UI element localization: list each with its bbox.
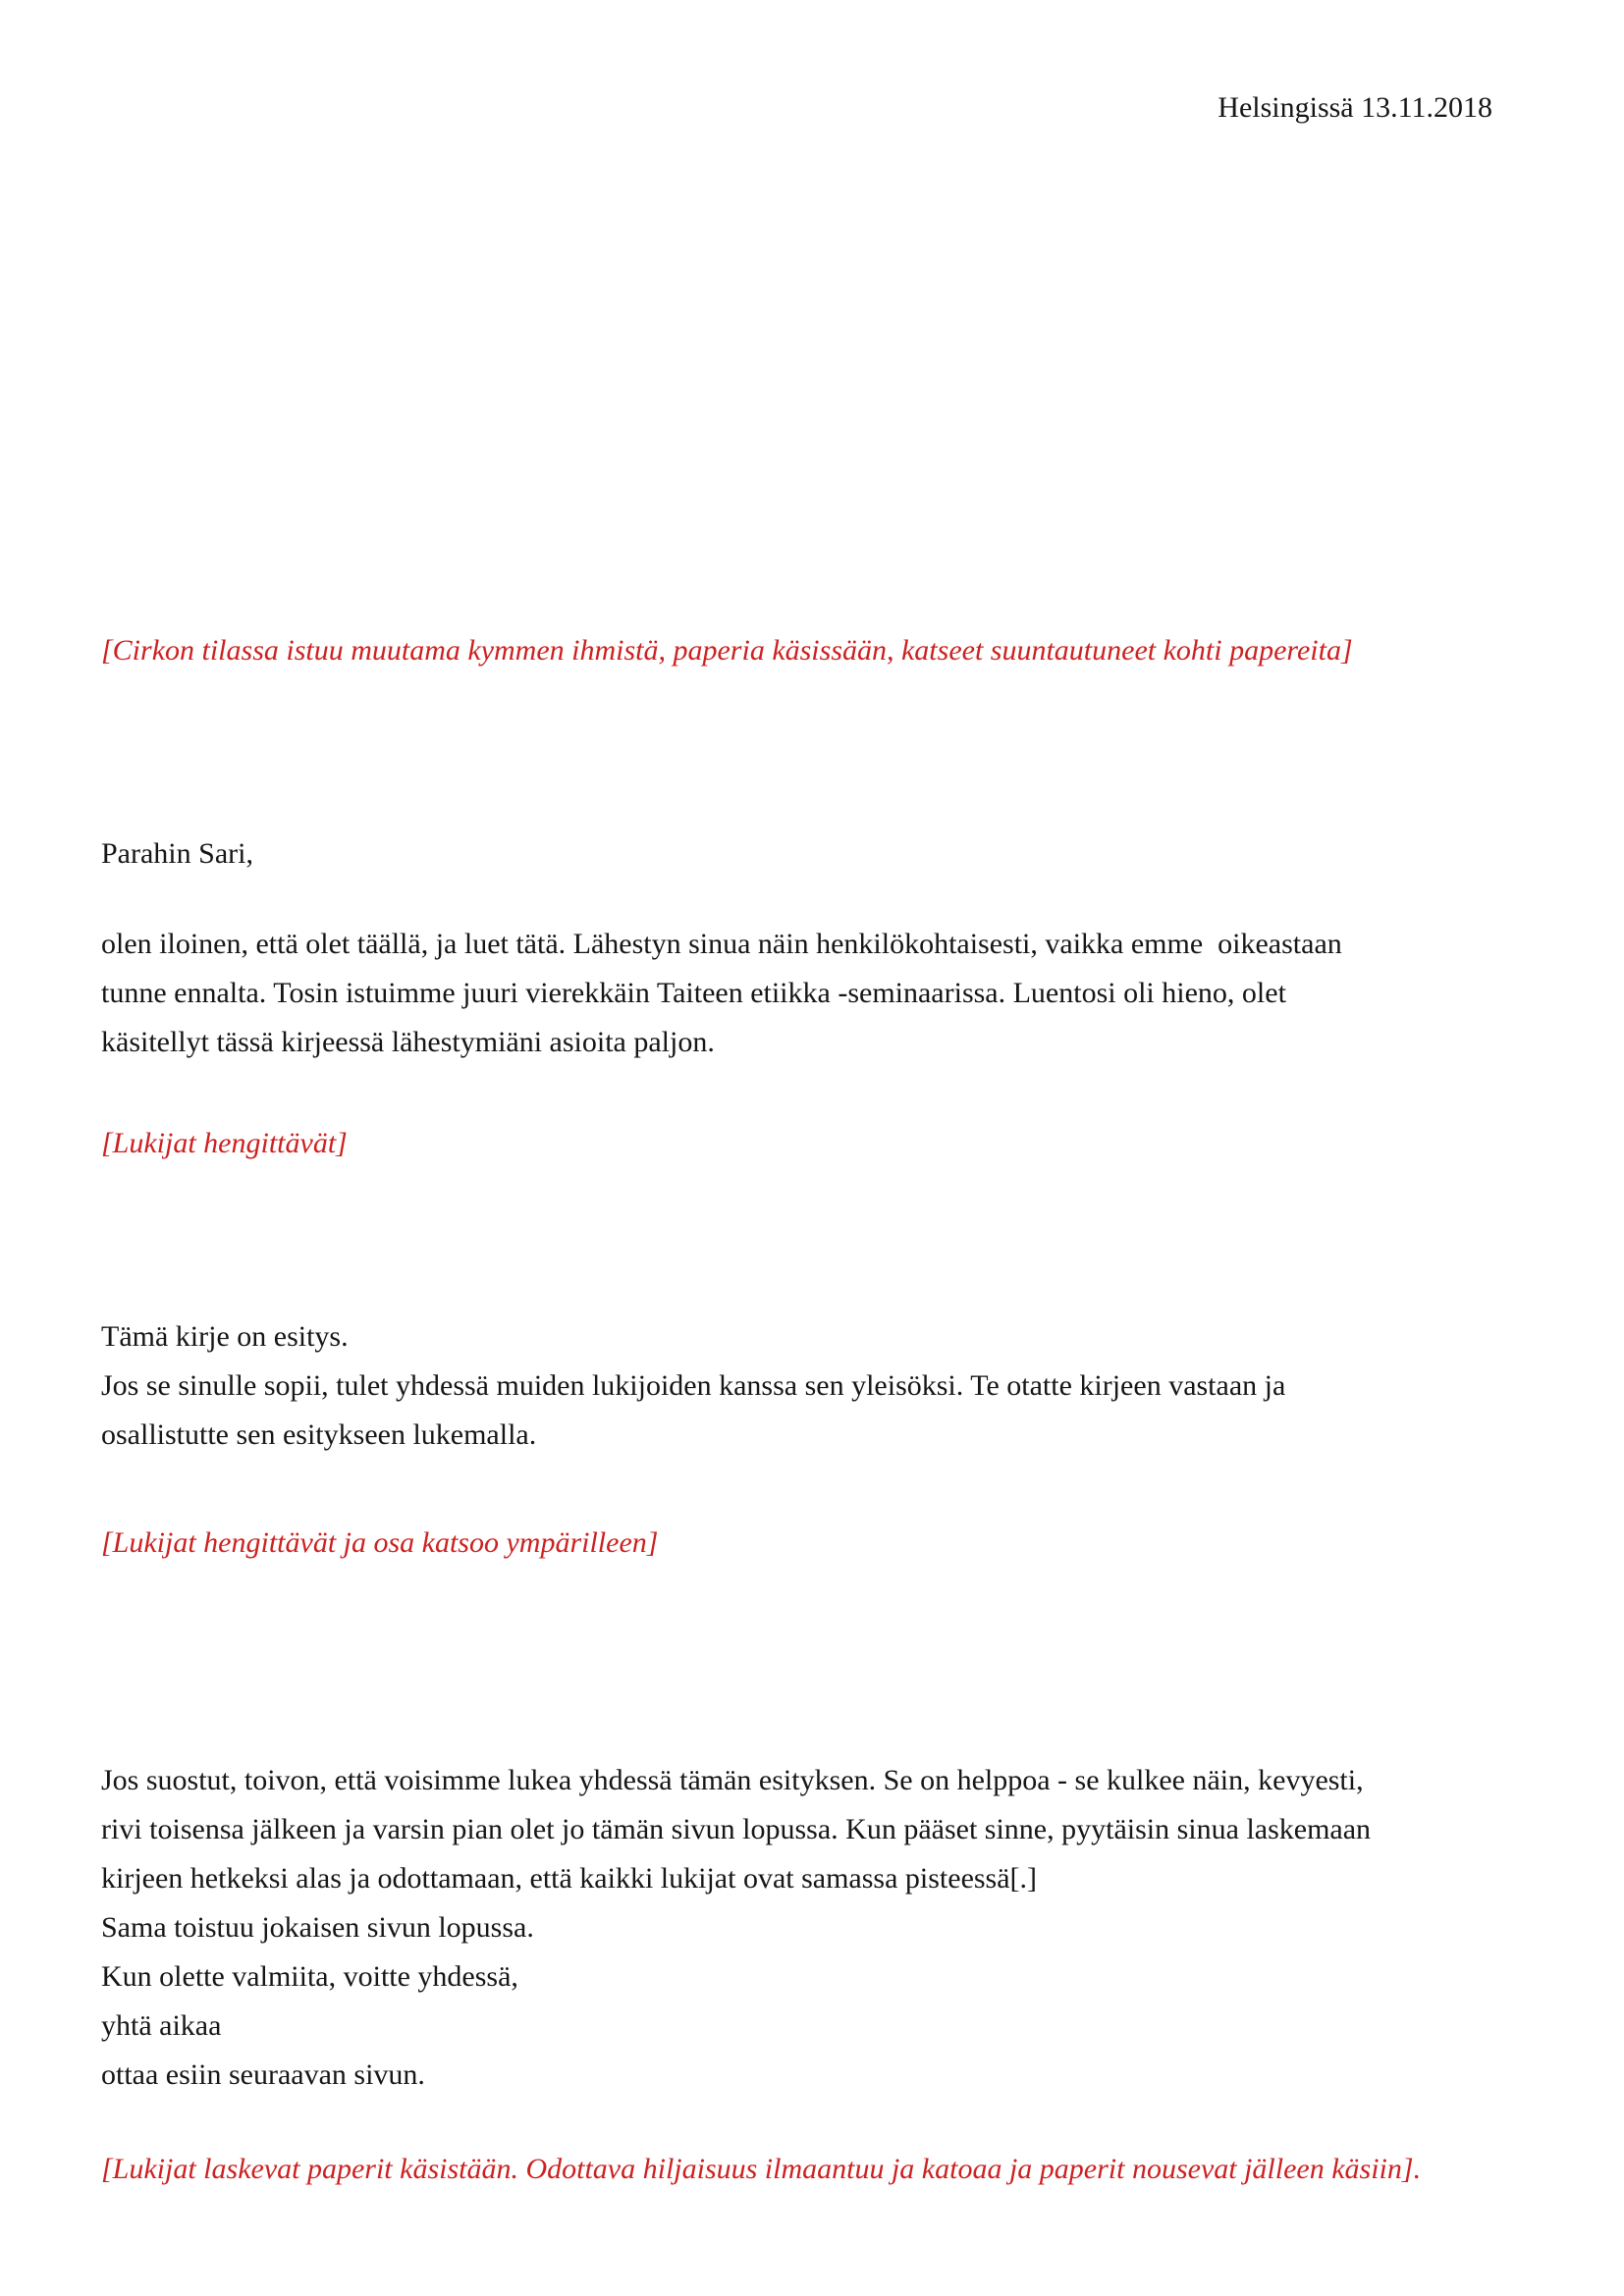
paragraph-2-line: Jos se sinulle sopii, tulet yhdessä muiden lukijoiden kanssa sen yleisöksi. Te otatte kirjeen vastaan ja (101, 1369, 1286, 1402)
stage-direction-2: [Lukijat hengittävät] (101, 1127, 348, 1159)
paragraph-3-line: Sama toistuu jokaisen sivun lopussa. (101, 1911, 534, 1944)
paragraph-2 (101, 1312, 1285, 1460)
salutation-text: Parahin Sari, (101, 837, 253, 870)
paragraph-1-line: käsitellyt tässä kirjeessä lähestymiäni asioita paljon. (101, 1026, 715, 1058)
stage-direction-3: [Lukijat hengittävät ja osa katsoo ympärilleen] (101, 1526, 659, 1559)
stage-direction-1: [Cirkon tilassa istuu muutama kymmen ihmistä, paperia käsissään, katseet suuntautuneet kohti papereita] (101, 634, 1353, 667)
paragraph-3-line: Jos suostut, toivon, että voisimme lukea yhdessä tämän esityksen. Se on helppoa - se kulkee näin, kevyesti, (101, 1764, 1364, 1796)
paragraph-1 (101, 920, 1342, 1067)
dateline: Helsingissä 13.11.2018 (1218, 91, 1492, 124)
salutation (101, 829, 253, 879)
paragraph-3-line: rivi toisensa jälkeen ja varsin pian olet jo tämän sivun lopussa. Kun pääset sinne, pyytäisin sinua laskemaan (101, 1813, 1372, 1845)
paragraph-3-line: ottaa esiin seuraavan sivun. (101, 2058, 425, 2091)
paragraph-3-line: kirjeen hetkeksi alas ja odottamaan, että kaikki lukijat ovat samassa pisteessä[.] (101, 1862, 1038, 1895)
paragraph-3-line: yhtä aikaa (101, 2009, 222, 2042)
paragraph-2-line: Tämä kirje on esitys. (101, 1320, 349, 1353)
stage-direction-4: [Lukijat laskevat paperit käsistään. Odottava hiljaisuus ilmaantuu ja katoaa ja paperit nousevat jälleen käsiin]. (101, 2153, 1422, 2185)
paragraph-2-line: osallistutte sen esitykseen lukemalla. (101, 1418, 537, 1451)
paragraph-3 (101, 1756, 1371, 2100)
paragraph-1-line: olen iloinen, että olet täällä, ja luet tätä. Lähestyn sinua näin henkilökohtaisesti, vaikka emme oikeastaan (101, 928, 1342, 960)
paragraph-1-line: tunne ennalta. Tosin istuimme juuri vierekkäin Taiteen etiikka -seminaarissa. Luentosi oli hieno, olet (101, 977, 1286, 1009)
paragraph-3-line: Kun olette valmiita, voitte yhdessä, (101, 1960, 518, 1993)
